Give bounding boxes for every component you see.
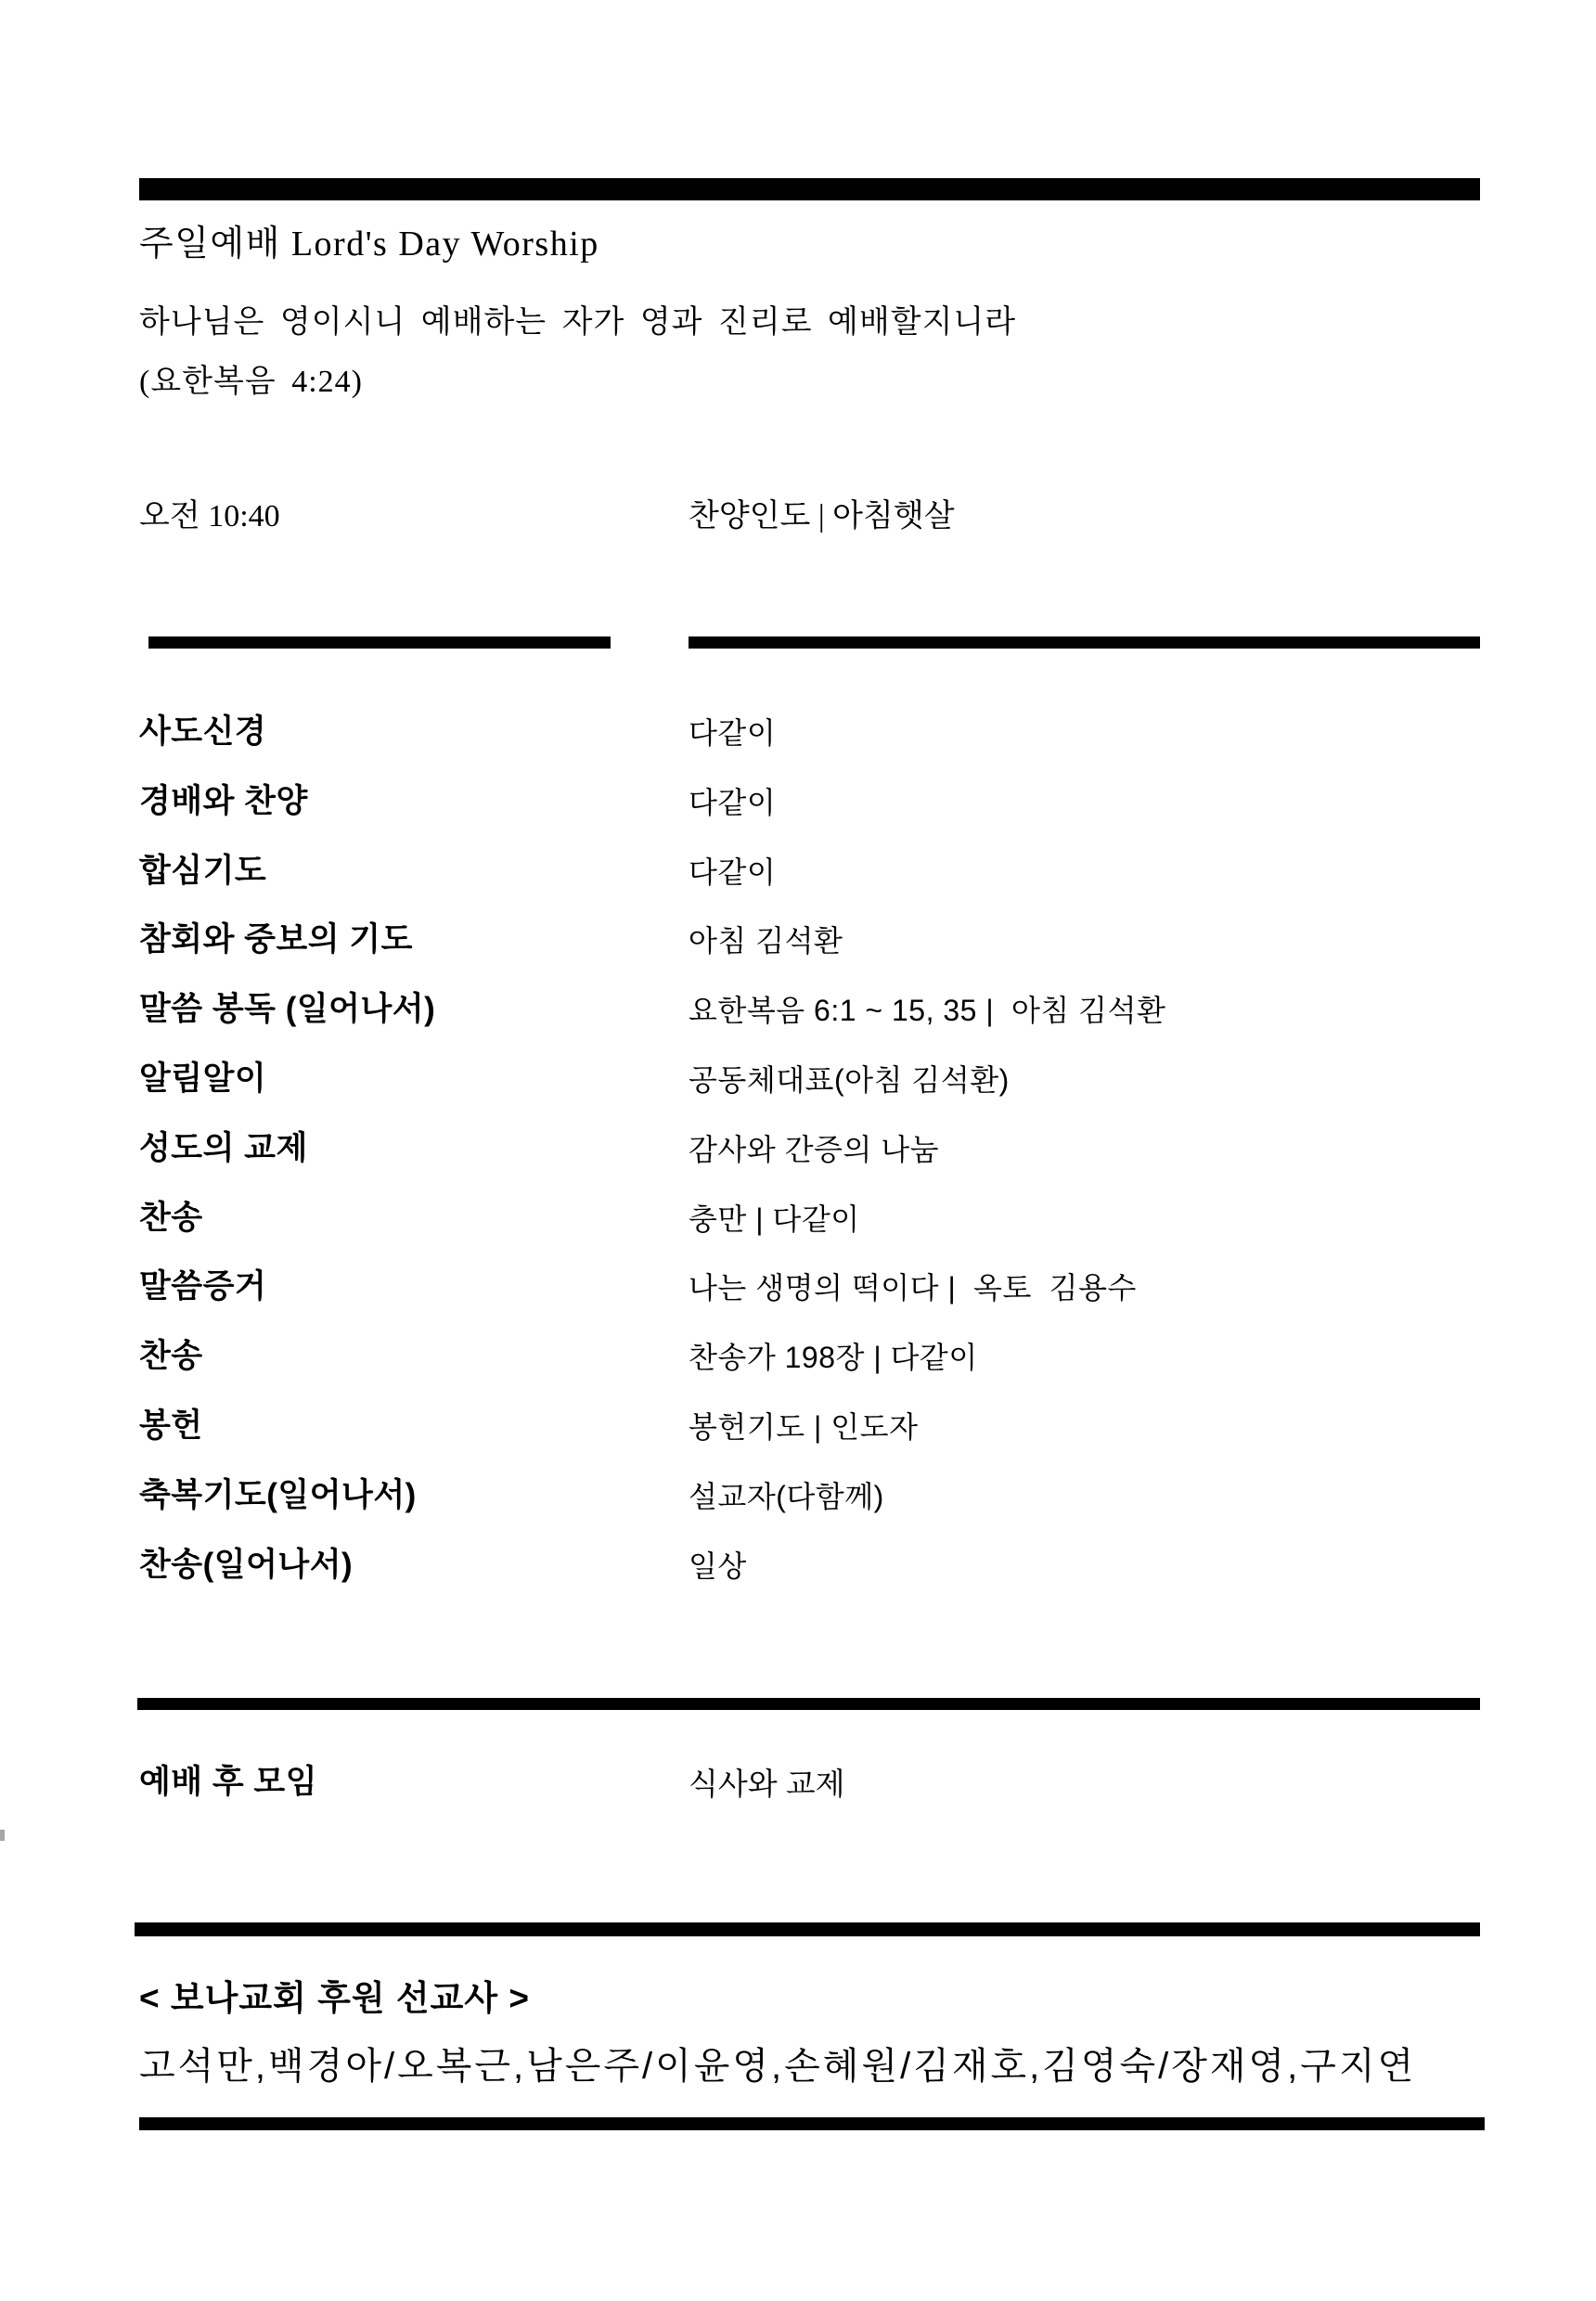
praise-leader: 찬양인도 | 아침햇살 (689, 499, 955, 533)
missionary-heading: < 보나교회 후원 선교사 > (139, 1979, 531, 2017)
order-label: 축복기도(일어나서) (139, 1476, 417, 1513)
order-row (139, 920, 1494, 990)
order-value: 다같이 (689, 716, 777, 750)
time-row (139, 499, 1480, 534)
order-row (139, 782, 1494, 852)
after-worship-row (139, 1763, 1480, 1802)
bottom-rule (139, 2117, 1485, 2130)
scripture-block (139, 293, 1016, 412)
order-value: 다같이 (689, 855, 777, 889)
order-value: 나는 생명의 떡이다 | 옥토 김용수 (689, 1271, 1137, 1305)
scripture-reference: (요한복음 4:24) (139, 365, 363, 399)
section-rule-top (137, 1698, 1480, 1710)
order-row (139, 1129, 1494, 1199)
missionary-names: 고석만,백경아/오복근,남은주/이윤영,손혜원/김재호,김영숙/장재영,구지연 (139, 2046, 1417, 2087)
order-value: 요한복음 6:1 ~ 15, 35 | 아침 김석환 (689, 994, 1166, 1028)
order-value: 봉헌기도 | 인도자 (689, 1409, 919, 1444)
section-rule-bottom (135, 1922, 1480, 1936)
order-label: 찬송 (139, 1199, 203, 1236)
order-row (139, 1337, 1494, 1407)
after-worship-value: 식사와 교제 (689, 1767, 845, 1801)
left-rule (148, 636, 611, 649)
order-value: 일상 (689, 1549, 747, 1583)
order-label: 봉헌 (139, 1407, 203, 1444)
order-label: 찬송(일어나서) (139, 1546, 354, 1583)
order-value: 감사와 간증의 나눔 (689, 1132, 940, 1166)
order-row (139, 1060, 1494, 1129)
order-label: 찬송 (139, 1338, 203, 1375)
order-row (139, 1407, 1494, 1476)
service-time: 오전 10:40 (139, 499, 280, 533)
order-row (139, 1476, 1494, 1546)
order-label: 말씀증거 (139, 1268, 267, 1305)
order-row (139, 990, 1494, 1060)
order-label: 알림알이 (139, 1060, 267, 1097)
bulletin-title: 주일예배 Lord's Day Worship (139, 225, 599, 264)
scripture-text: 하나님은 영이시니 예배하는 자가 영과 진리로 예배할지니라 (139, 305, 1017, 340)
order-row (139, 1267, 1494, 1337)
order-value: 아침 김석환 (689, 924, 843, 958)
order-row (139, 852, 1494, 921)
right-rule (689, 636, 1480, 649)
top-rule (139, 178, 1480, 200)
after-worship-label: 예배 후 모임 (139, 1764, 317, 1800)
order-label: 합심기도 (139, 852, 267, 889)
order-row (139, 1546, 1494, 1615)
order-label: 사도신경 (139, 713, 267, 750)
order-label: 참회와 중보의 기도 (139, 921, 413, 958)
order-value: 공동체대표(아침 김석환) (689, 1062, 1010, 1097)
order-value: 찬송가 198장 | 다같이 (689, 1341, 978, 1375)
order-value: 충만 | 다같이 (689, 1202, 860, 1236)
order-label: 성도의 교제 (139, 1129, 308, 1166)
order-row (139, 713, 1494, 782)
worship-order-list (139, 713, 1494, 1614)
order-label: 경배와 찬양 (139, 782, 308, 819)
scan-artifact (0, 1830, 5, 1841)
order-label: 말씀 봉독 (일어나서) (139, 991, 436, 1028)
order-value: 다같이 (689, 785, 777, 819)
order-row (139, 1199, 1494, 1268)
order-value: 설교자(다함께) (689, 1479, 884, 1513)
